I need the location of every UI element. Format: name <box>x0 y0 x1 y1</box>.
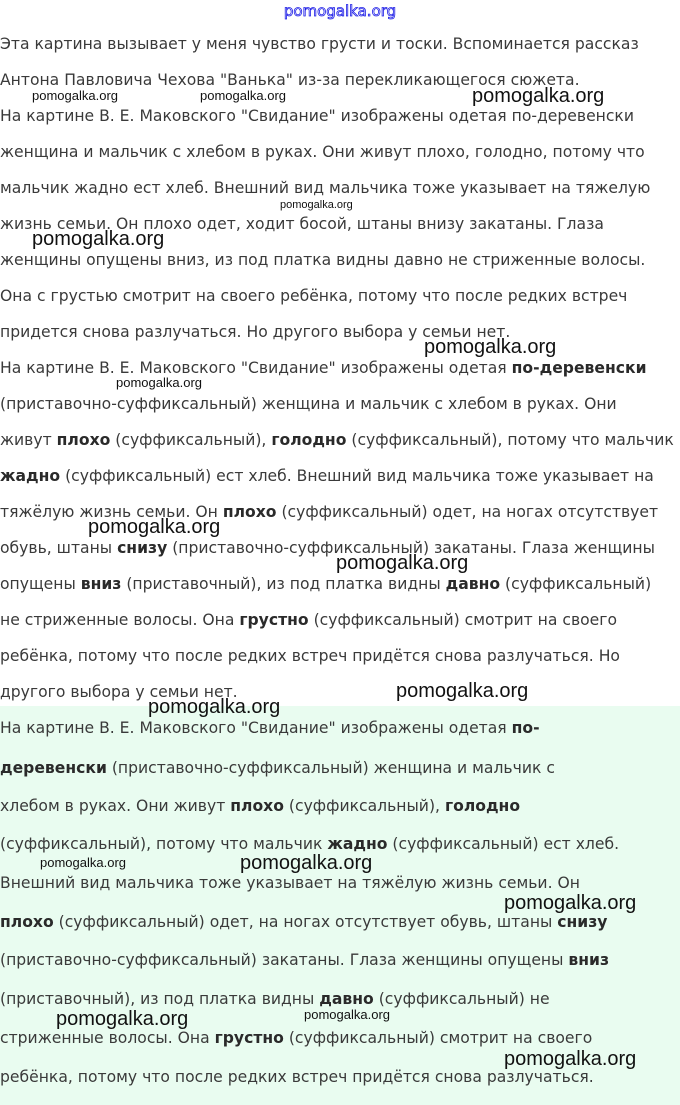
analysis-line: опущены вниз (приставочный), из под платка видны давно (суффиксальный) <box>0 575 652 593</box>
watermark: pomogalka.org <box>304 1007 390 1022</box>
analysis-line: не стриженные волосы. Она грустно (суффиксальный) смотрит на своего <box>0 611 618 629</box>
watermark: pomogalka.org <box>396 680 529 702</box>
analysis-line: ребёнка, потому что после редких встреч придётся снова разлучаться. Но <box>0 647 620 665</box>
watermark: pomogalka.org <box>116 375 202 390</box>
answer-line: деревенски (приставочно-суффиксальный) женщина и мальчик с <box>0 759 555 777</box>
answer-line: На картине В. Е. Маковского "Свидание" изображены одетая по- <box>0 719 540 737</box>
answer-line: хлебом в руках. Они живут плохо (суффиксальный), голодно <box>0 797 521 815</box>
watermark: pomogalka.org <box>240 852 373 874</box>
watermark: pomogalka.org <box>280 199 353 211</box>
site-title: pomogalka.org <box>283 2 397 20</box>
essay-line: придется снова разлучаться. Но другого выбора у семьи нет. <box>0 323 511 341</box>
watermark: pomogalka.org <box>88 516 221 538</box>
essay-line: жизнь семьи. Он плохо одет, ходит босой, штаны внизу закатаны. Глаза <box>0 215 604 233</box>
analysis-line: (приставочно-суффиксальный) женщина и мальчик с хлебом в руках. Они <box>0 395 617 413</box>
watermark: pomogalka.org <box>40 855 126 870</box>
answer-line: (суффиксальный), потому что мальчик жадно (суффиксальный) ест хлеб. <box>0 835 620 853</box>
analysis-line: другого выбора у семьи нет. <box>0 683 238 701</box>
watermark: pomogalka.org <box>472 85 605 107</box>
watermark: pomogalka.org <box>200 88 286 103</box>
watermark: pomogalka.org <box>32 228 165 250</box>
watermark: pomogalka.org <box>148 696 281 718</box>
watermark: pomogalka.org <box>32 88 118 103</box>
essay-line: На картине В. Е. Маковского "Свидание" изображены одетая по-деревенски <box>0 107 634 125</box>
essay-line: Антона Павловича Чехова "Ванька" из-за перекликающегося сюжета. <box>0 71 580 89</box>
analysis-line: обувь, штаны снизу (приставочно-суффиксальный) закатаны. Глаза женщины <box>0 539 655 557</box>
analysis-line: живут плохо (суффиксальный), голодно (суффиксальный), потому что мальчик <box>0 431 674 449</box>
analysis-line: жадно (суффиксальный) ест хлеб. Внешний вид мальчика тоже указывает на <box>0 467 654 485</box>
watermark: pomogalka.org <box>336 552 469 574</box>
essay-line: Эта картина вызывает у меня чувство грусти и тоски. Вспоминается рассказ <box>0 35 639 53</box>
essay-line: мальчик жадно ест хлеб. Внешний вид мальчика тоже указывает на тяжелую <box>0 179 651 197</box>
essay-line: женщины опущены вниз, из под платка видны давно не стриженные волосы. <box>0 251 646 269</box>
watermark: pomogalka.org <box>504 892 637 914</box>
answer-line: ребёнка, потому что после редких встреч придётся снова разлучаться. <box>0 1068 594 1086</box>
watermark: pomogalka.org <box>56 1008 189 1030</box>
answer-line: плохо (суффиксальный) одет, на ногах отсутствует обувь, штаны снизу <box>0 913 608 931</box>
answer-line: стриженные волосы. Она грустно (суффиксальный) смотрит на своего <box>0 1029 593 1047</box>
watermark: pomogalka.org <box>424 336 557 358</box>
watermark: pomogalka.org <box>504 1048 637 1070</box>
essay-line: женщина и мальчик с хлебом в руках. Они живут плохо, голодно, потому что <box>0 143 645 161</box>
answer-line: (приставочный), из под платка видны давно (суффиксальный) не <box>0 990 550 1008</box>
analysis-line: На картине В. Е. Маковского "Свидание" изображены одетая по-деревенски <box>0 359 647 377</box>
essay-line: Она с грустью смотрит на своего ребёнка, потому что после редких встреч <box>0 287 628 305</box>
analysis-line: тяжёлую жизнь семьи. Он плохо (суффиксальный) одет, на ногах отсутствует <box>0 503 659 521</box>
answer-line: (приставочно-суффиксальный) закатаны. Глаза женщины опущены вниз <box>0 951 610 969</box>
answer-line: Внешний вид мальчика тоже указывает на тяжёлую жизнь семьи. Он <box>0 874 580 892</box>
